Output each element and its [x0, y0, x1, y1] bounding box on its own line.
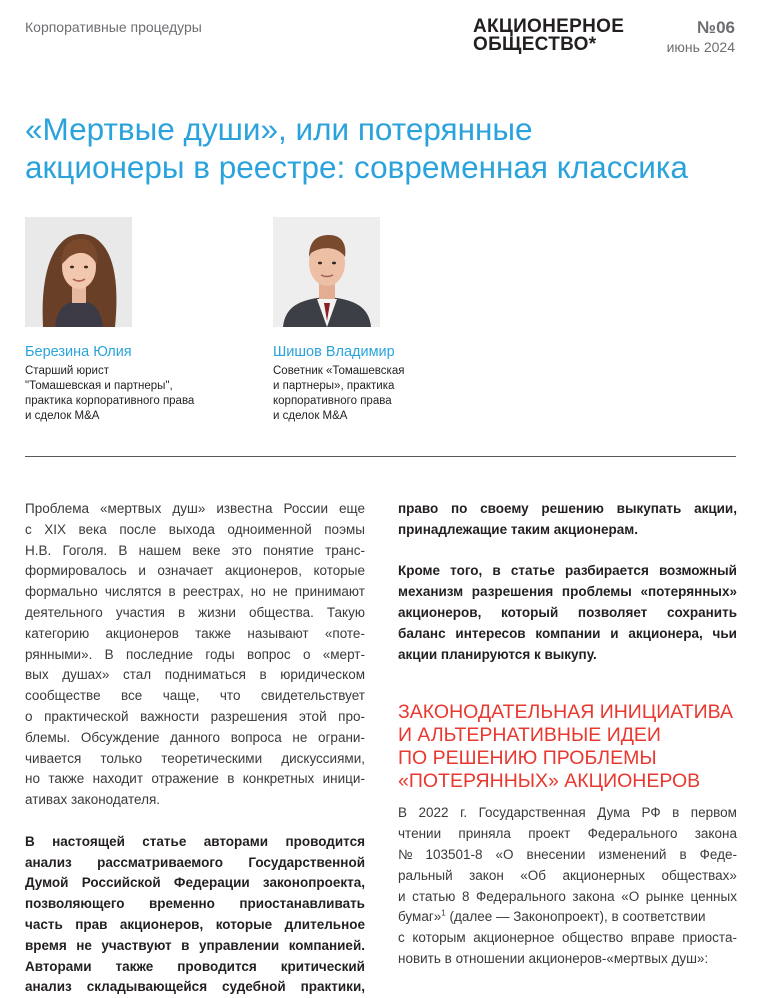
word: душах»: [62, 667, 110, 683]
word: баланс: [398, 625, 446, 641]
word: важности: [140, 708, 200, 724]
word: конкретных: [242, 771, 315, 787]
word: дискуссиями,: [281, 750, 365, 766]
title-line-2: акционеры в реестре: современная классика: [25, 149, 688, 185]
left-column: [25, 499, 365, 998]
word: в: [259, 667, 267, 683]
magazine-logo: [473, 18, 624, 54]
word: этой: [298, 708, 327, 724]
summary-paragraph-2: [398, 561, 737, 665]
word: юридическом: [280, 667, 365, 683]
text-line: [25, 624, 365, 645]
intro-paragraph: [25, 499, 365, 811]
portrait-woman-icon: [25, 217, 132, 327]
text-line: [25, 749, 365, 770]
word: вопроса: [230, 729, 282, 745]
word: но: [250, 584, 266, 600]
word: «поте-: [324, 625, 365, 641]
word: стал: [123, 667, 152, 683]
word: после: [119, 521, 157, 537]
word: Федерального: [587, 826, 678, 842]
word: вправе: [630, 930, 675, 946]
text-line: [398, 907, 737, 928]
word: того,: [450, 563, 483, 579]
text-line: [25, 520, 365, 541]
word: теоретическими: [161, 750, 263, 766]
text-line: [25, 499, 365, 520]
word: о: [25, 708, 33, 724]
word: анализ: [25, 979, 72, 995]
text-line: [25, 873, 365, 894]
word: еще: [339, 501, 365, 516]
word: не: [272, 584, 288, 600]
word: в: [181, 937, 190, 953]
word: акционерное: [473, 930, 555, 946]
word: также: [48, 771, 85, 787]
word: время: [25, 937, 67, 953]
word: данного: [170, 729, 221, 745]
text-line: [398, 928, 737, 949]
word: общество: [561, 930, 624, 946]
portrait-man-icon: [273, 217, 380, 327]
word: блемы.: [25, 729, 71, 745]
footnote-ref[interactable]: 1: [441, 908, 446, 918]
issue-info: [667, 18, 735, 56]
word: Такую: [326, 604, 365, 620]
word: Думой: [25, 875, 69, 891]
word: находит: [92, 771, 144, 787]
word: акционеров,: [119, 916, 204, 932]
word: общества.: [248, 604, 314, 620]
role-line: и сделок M&A: [273, 410, 348, 422]
word: часть: [25, 916, 63, 932]
word: в: [672, 805, 680, 821]
role-line: Советник «Томашевская: [273, 365, 405, 377]
logo-line-2: ОБЩЕСТВО*: [473, 34, 597, 55]
text-line: [25, 936, 365, 957]
word: отражение: [151, 771, 219, 787]
word: «мерт-: [322, 646, 365, 662]
word: чьи: [712, 625, 737, 641]
text-line: [25, 582, 365, 603]
word: первом: [690, 805, 737, 821]
text-line: [398, 887, 737, 908]
word: приостанавливать: [239, 896, 365, 912]
word: рынке: [645, 888, 684, 904]
section-heading: [398, 701, 737, 793]
word: чаще,: [162, 688, 200, 704]
text-line: [25, 645, 365, 666]
word: в: [227, 771, 235, 787]
author-name: Березина Юлия: [25, 344, 132, 360]
word: формировалось: [25, 563, 127, 579]
word: вопрос: [247, 646, 291, 662]
word: проект: [528, 826, 571, 842]
word: душ»: [172, 501, 206, 516]
word: что: [219, 688, 241, 704]
text-line: [398, 866, 737, 887]
word: разбирается: [564, 563, 649, 579]
text-line: [398, 499, 737, 520]
heading-line: «ПОТЕРЯННЫХ» АКЦИОНЕРОВ: [398, 770, 701, 793]
word: прав: [75, 916, 108, 932]
text-line: [25, 665, 365, 686]
logo-line-1: АКЦИОНЕРНОЕ: [473, 16, 625, 37]
word: закон: [469, 867, 504, 883]
word: акционерных: [562, 867, 646, 883]
word: не: [292, 729, 308, 745]
text-line: [25, 686, 365, 707]
word: компанией.: [288, 937, 365, 953]
text-line: [25, 561, 365, 582]
word: складывающейся: [86, 979, 208, 995]
word: категорию: [25, 625, 90, 641]
word: «потерянных»: [640, 584, 737, 600]
body-paragraph: [398, 803, 737, 969]
word: но: [25, 771, 40, 787]
word: акционеров: [105, 625, 179, 641]
word: по: [451, 501, 468, 516]
role-line: корпоративного права: [273, 395, 392, 407]
text-line: [25, 915, 365, 936]
word: годы: [205, 646, 235, 662]
text-line: [25, 957, 365, 978]
word: В: [118, 542, 128, 558]
text-line: [398, 582, 737, 603]
word: закона: [694, 826, 737, 842]
text-line: принадлежащие таким акционерам.: [398, 521, 639, 537]
word: статью: [412, 888, 456, 904]
word: «О: [621, 888, 640, 904]
word: 8: [461, 888, 470, 904]
word: позволяет: [577, 604, 648, 620]
word: право: [398, 501, 439, 516]
word: формально: [25, 584, 98, 600]
word: В: [104, 646, 114, 662]
role-line: практика корпоративного права: [25, 395, 195, 407]
text-line: [25, 853, 365, 874]
role-line: Старший юрист: [25, 365, 109, 377]
word: XIX: [44, 521, 67, 537]
word: компании: [535, 625, 601, 641]
word: деятельного: [25, 604, 103, 620]
word: критический: [280, 958, 365, 974]
word: позволяющего: [25, 896, 125, 912]
word: практики,: [300, 979, 365, 995]
word: не: [76, 937, 92, 953]
word: приняла: [458, 826, 511, 842]
word: Н.В.: [25, 542, 52, 558]
word: в: [177, 604, 186, 620]
word: анализ: [25, 854, 72, 870]
word: последние: [125, 646, 194, 662]
role-line: "Томашевская и партнеры",: [25, 380, 173, 392]
author-photo: [25, 217, 132, 327]
word: «Об: [520, 867, 547, 883]
word: акции,: [694, 501, 737, 516]
word: принимают: [294, 584, 365, 600]
text-line: [25, 977, 365, 998]
word: длительное: [284, 916, 365, 932]
word: России: [283, 501, 328, 516]
word: иници-: [322, 771, 365, 787]
word: РФ: [641, 805, 661, 821]
role-line: и сделок M&A: [25, 410, 100, 422]
text-line: [398, 824, 737, 845]
word: Феде-: [699, 846, 737, 862]
word: В: [25, 833, 35, 849]
text-line: [25, 894, 365, 915]
word: все: [121, 688, 143, 704]
author-card: [25, 217, 235, 424]
word: управлении: [198, 937, 280, 953]
word: которым: [412, 930, 466, 946]
word: называют: [247, 625, 309, 641]
word: г.: [460, 805, 468, 821]
article-title: [25, 110, 755, 186]
summary-paragraph: [25, 832, 365, 998]
word: приоста-: [682, 930, 737, 946]
word: Кроме: [398, 563, 441, 579]
word: Гоголя.: [62, 542, 108, 558]
word: сохранить: [666, 604, 737, 620]
word: Дума: [597, 805, 630, 821]
word: означает: [157, 563, 214, 579]
word: реестрах,: [182, 584, 244, 600]
text-line: [398, 561, 737, 582]
word: чивается: [25, 750, 82, 766]
word: Обсуждение: [80, 729, 160, 745]
text-line: [398, 603, 737, 624]
word: транс-: [325, 542, 365, 558]
text-line: акции планируются к выкупу.: [398, 646, 597, 662]
word: жизни: [198, 604, 236, 620]
word: возможный: [658, 563, 737, 579]
text-line: [25, 603, 365, 624]
word: понятие: [263, 542, 314, 558]
word: настоящей: [52, 833, 125, 849]
word: изменений: [598, 846, 667, 862]
word: закона: [572, 888, 615, 904]
word: известна: [216, 501, 273, 516]
word: поэмы: [324, 521, 365, 537]
text-line: ативах законодателя.: [25, 792, 161, 808]
word: который: [501, 604, 559, 620]
word: Федерации: [173, 875, 250, 891]
text-line: [25, 728, 365, 749]
word: ограни-: [318, 729, 365, 745]
word: века: [78, 521, 107, 537]
word: которые: [215, 916, 273, 932]
right-column: [398, 499, 737, 970]
word: это: [231, 542, 252, 558]
word: вых: [25, 667, 49, 683]
word: разрешения: [471, 584, 554, 600]
word: проводится: [177, 958, 257, 974]
text-fragment: бумаг»: [398, 909, 442, 925]
word: в: [168, 584, 176, 600]
text-line: [398, 624, 737, 645]
word: 103501-8: [425, 846, 483, 862]
word: временно: [149, 896, 215, 912]
word: числятся: [104, 584, 162, 600]
word: акционеров,: [224, 563, 302, 579]
word: Авторами: [25, 958, 92, 974]
word: Федерального: [476, 888, 566, 904]
word: участвуют: [101, 937, 172, 953]
word: статье: [510, 563, 555, 579]
word: судебной: [222, 979, 286, 995]
author-name: Шишов Владимир: [273, 344, 395, 360]
word: своему: [480, 501, 529, 516]
word: акционеров,: [398, 604, 482, 620]
role-line: и партнеры», практика: [273, 380, 395, 392]
word: авторами: [203, 833, 269, 849]
section-divider: [25, 456, 736, 457]
word: свидетельствует: [260, 688, 365, 704]
word: механизм: [398, 584, 464, 600]
author-card: [273, 217, 483, 424]
heading-line: ПО РЕШЕНИЮ ПРОБЛЕМЫ: [398, 747, 657, 770]
word: в: [679, 846, 687, 862]
word: статье: [142, 833, 187, 849]
word: 2022: [418, 805, 449, 821]
word: в: [492, 563, 501, 579]
word: Проблема: [25, 501, 90, 516]
word: подниматься: [164, 667, 246, 683]
word: законопроекта,: [262, 875, 365, 891]
word: «О: [495, 846, 514, 862]
word: Российской: [81, 875, 161, 891]
summary-continued: [398, 499, 737, 541]
text-line: [25, 769, 365, 790]
word: рянными».: [25, 646, 93, 662]
word: Государственная: [478, 805, 586, 821]
text-line: [25, 541, 365, 562]
word: рассматриваемого: [97, 854, 224, 870]
author-role: [25, 364, 235, 424]
text-line: новить в отношении акционеров-«мертвых душ»:: [398, 950, 709, 966]
word: проводится: [285, 833, 365, 849]
word: и: [610, 625, 619, 641]
word: «мертвых: [100, 501, 162, 516]
issue-date: июнь 2024: [666, 39, 735, 55]
word: ральный: [398, 867, 453, 883]
word: ценных: [690, 888, 737, 904]
word: и: [138, 563, 146, 579]
word: выхода: [168, 521, 215, 537]
word: участия: [115, 604, 165, 620]
word: про-: [338, 708, 365, 724]
word: Государственной: [248, 854, 365, 870]
word: внесении: [526, 846, 586, 862]
word: разрешения: [210, 708, 288, 724]
text-fragment: (далее — Законопроект), в соответствии: [449, 909, 706, 925]
word: №: [398, 846, 413, 862]
title-line-1: «Мертвые души», или потерянные: [25, 111, 533, 147]
text-line: [398, 803, 737, 824]
word: В: [398, 805, 408, 821]
text-line: [25, 707, 365, 728]
word: веке: [192, 542, 221, 558]
word: также: [115, 958, 154, 974]
word: практической: [44, 708, 129, 724]
word: выкупать: [616, 501, 682, 516]
word: нашем: [138, 542, 182, 558]
section-label: Корпоративные процедуры: [25, 19, 202, 35]
word: только: [100, 750, 143, 766]
word: акционера,: [628, 625, 703, 641]
author-role: [273, 364, 483, 424]
word: одноименной: [227, 521, 312, 537]
word: сообществе: [25, 688, 101, 704]
word: также: [195, 625, 232, 641]
word: и: [398, 888, 406, 904]
word: решению: [541, 501, 604, 516]
word: с: [25, 521, 32, 537]
word: чтении: [398, 826, 442, 842]
issue-number: №06: [697, 18, 735, 37]
word: проблемы: [561, 584, 632, 600]
word: интересов: [455, 625, 526, 641]
author-photo: [273, 217, 380, 327]
heading-line: И АЛЬТЕРНАТИВНЫЕ ИДЕИ: [398, 724, 661, 747]
text-line: [398, 845, 737, 866]
word: которые: [313, 563, 365, 579]
heading-line: ЗАКОНОДАТЕЛЬНАЯ ИНИЦИАТИВА: [398, 701, 734, 724]
text-line: [25, 832, 365, 853]
word: обществах»: [661, 867, 737, 883]
word: о: [302, 646, 311, 662]
word: с: [398, 930, 405, 946]
